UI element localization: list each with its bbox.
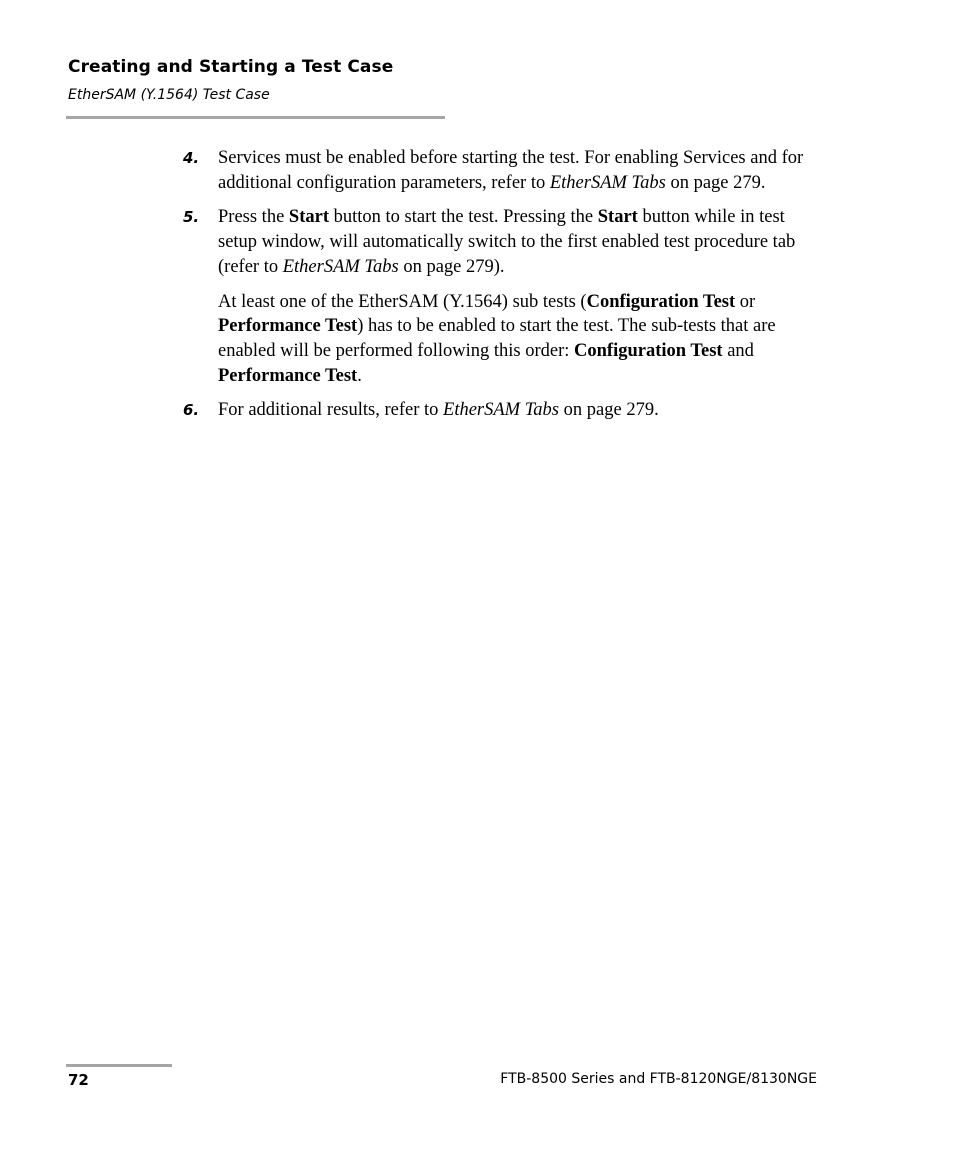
header-divider [66,116,445,119]
step-text: For additional results, refer to EtherSAM Tabs on page 279. [218,400,659,421]
step-number: 4. [183,149,200,167]
section-title: Creating and Starting a Test Case [68,57,394,77]
section-subtitle: EtherSAM (Y.1564) Test Case [68,87,270,103]
footer-divider [66,1064,172,1067]
step-text: Press the Start button to start the test. Pressing the Start button while in test setup window, will automatically switch to the first enabled test procedure tab (refer to EtherSAM Tabs on page 279). [218,207,796,277]
step-number: 5. [183,208,200,227]
xref-ethersam-tabs[interactable]: EtherSAM Tabs [443,400,560,421]
step-4 [183,146,823,195]
step-5 [183,205,823,388]
page-number: 72 [68,1071,89,1089]
xref-ethersam-tabs[interactable]: EtherSAM Tabs [549,172,666,193]
product-name: FTB-8500 Series and FTB-8120NGE/8130NGE [500,1071,817,1087]
xref-ethersam-tabs[interactable]: EtherSAM Tabs [282,256,399,277]
step-note: At least one of the EtherSAM (Y.1564) sub tests (Configuration Test or Performance Test) has to be enabled to start the test. The sub-tests that are enabled will be performed following this order: Configuration Test and Performance Test. [218,291,776,386]
configuration-test-term: Configuration Test [574,340,723,361]
procedure-steps [183,146,823,433]
start-term: Start [597,207,638,228]
step-text: Services must be enabled before starting the test. For enabling Services and for additional configuration parameters, refer to EtherSAM Tabs on page 279. [218,148,804,193]
performance-test-term: Performance Test [218,316,358,337]
step-6 [183,398,823,423]
performance-test-term: Performance Test [218,365,358,386]
configuration-test-term: Configuration Test [586,291,736,312]
step-number: 6. [183,401,200,420]
start-term: Start [288,207,329,228]
